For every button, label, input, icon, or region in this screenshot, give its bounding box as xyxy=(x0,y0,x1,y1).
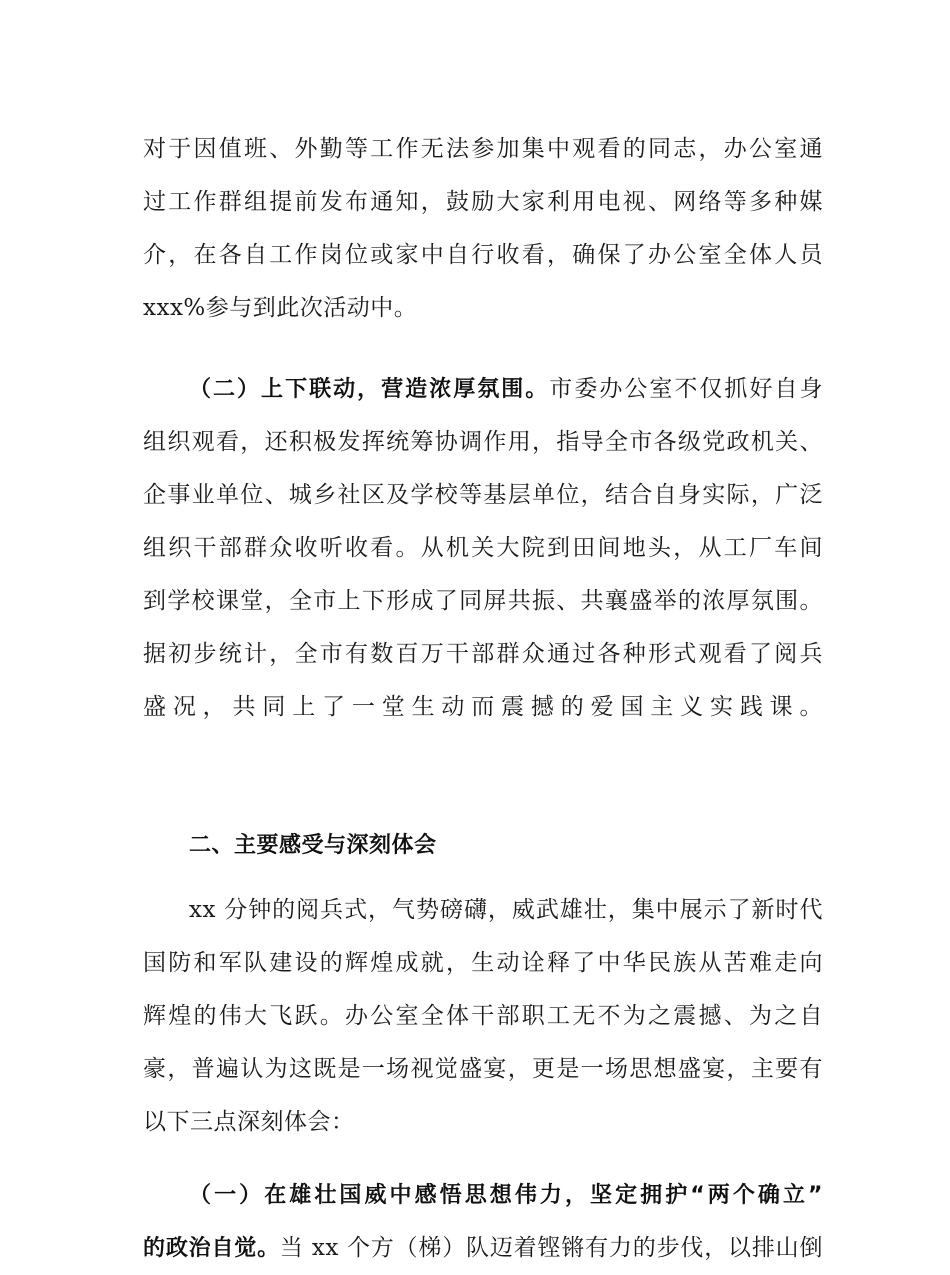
paragraph-gap xyxy=(143,872,823,884)
text-line: 据初步统计，全市有数百万干部群众通过各种形式观看了阅兵 xyxy=(143,641,823,667)
text-line: 企事业单位、城乡社区及学校等基层单位，结合自身实际，广泛 xyxy=(143,482,823,508)
text-line: 组织观看，还积极发挥统筹协调作用，指导全市各级党政机关、 xyxy=(143,429,823,455)
text-line: xxx%参与到此次活动中。 xyxy=(143,295,418,321)
text-line: 豪，普遍认为这既是一场视觉盛宴，更是一场思想盛宴，主要有 xyxy=(143,1056,823,1082)
text-line: 对于因值班、外勤等工作无法参加集中观看的同志，办公室通 xyxy=(143,136,823,162)
text-line: 盛况，共同上了一堂生动而震撼的爱国主义实践课。 xyxy=(143,694,823,720)
text-line: 以下三点深刻体会： xyxy=(143,1109,355,1135)
text-line: 国防和军队建设的辉煌成就，生动诠释了中华民族从苦难走向 xyxy=(143,950,823,976)
paragraph-gap xyxy=(143,1149,823,1169)
text-line xyxy=(143,734,823,787)
text-line: 过工作群组提前发布通知，鼓励大家利用电视、网络等多种媒 xyxy=(143,189,823,215)
paragraph-2 xyxy=(143,363,823,787)
text-span: 当 xx 个方（梯）队迈着铿锵有力的步伐，以排山倒 xyxy=(279,1235,823,1261)
document-body xyxy=(143,123,823,1275)
text-line: 组织干部群众收听收看。从机关大院到田间地头，从工厂车间 xyxy=(143,535,823,561)
text-line: 辉煌的伟大飞跃。办公室全体干部职工无不为之震撼、为之自 xyxy=(143,1003,823,1029)
text-span: 市委办公室不仅抓好自身 xyxy=(549,376,823,402)
paragraph-3 xyxy=(143,884,823,1149)
section-heading: 二、主要感受与深刻体会 xyxy=(189,833,437,858)
text-line xyxy=(143,363,823,416)
paragraph-gap xyxy=(143,787,823,819)
text-line: xx 分钟的阅兵式，气势磅礴，威武雄壮，集中展示了新时代 xyxy=(189,897,823,923)
subsection-title: （一）在雄壮国威中感悟思想伟力，坚定拥护“两个确立” xyxy=(189,1183,823,1208)
subsection-title: 的政治自觉。 xyxy=(143,1236,280,1261)
text-line: 介，在各自工作岗位或家中自行收看，确保了办公室全体人员 xyxy=(143,242,823,268)
subsection-title: （二）上下联动，营造浓厚氛围。 xyxy=(189,377,550,402)
paragraph-1 xyxy=(143,123,823,335)
paragraph-4 xyxy=(143,1169,823,1275)
text-line: 到学校课堂，全市上下形成了同屏共振、共襄盛举的浓厚氛围。 xyxy=(143,588,823,614)
